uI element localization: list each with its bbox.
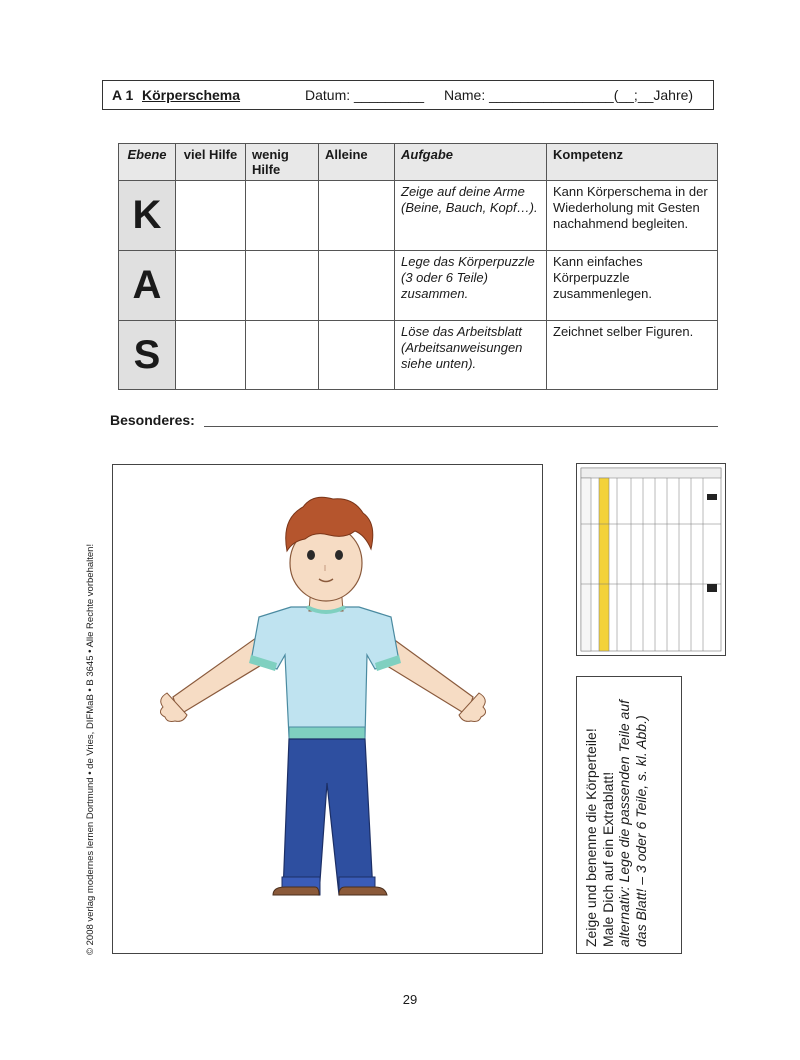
instruction-line: Zeige und benenne die Körperteile! (583, 728, 599, 947)
level-cell: K (119, 181, 176, 251)
task-cell: Lege das Körperpuzzle (3 oder 6 Teile) zusammen. (395, 251, 547, 321)
table-row (119, 321, 718, 390)
table-row (119, 251, 718, 321)
instruction-line: das Blatt! – 3 oder 6 Teile, s. kl. Abb.) (632, 715, 649, 947)
header-kompetenz: Kompetenz (547, 144, 718, 181)
date-field: Datum: _________ (305, 87, 425, 103)
copyright-note: © 2008 verlag modernes lernen Dortmund • de Vries, DIFMaB • B 3645 • Alle Rechte vorbehalten! (85, 543, 96, 955)
competence-cell: Kann Körperschema in der Wiederholung mit Gesten nachahmend begleiten. (547, 181, 718, 251)
besonderes-label: Besonderes: (110, 412, 195, 428)
header-viel-hilfe: viel Hilfe (176, 144, 246, 181)
besonderes-line (204, 426, 718, 427)
alleine-cell (319, 251, 395, 321)
worksheet-code: A 1 (112, 87, 134, 103)
competence-cell: Zeichnet selber Figuren. (547, 321, 718, 390)
alleine-cell (319, 181, 395, 251)
illustration-frame (112, 464, 543, 954)
instruction-line: alternativ: Lege die passenden Teile auf (616, 700, 632, 947)
header-box (102, 80, 714, 110)
worksheet-thumbnail (576, 463, 726, 656)
header-ebene: Ebene (119, 144, 176, 181)
name-field: Name: ________________(__;__Jahre) (444, 87, 694, 103)
worksheet-thumbnail-icon (577, 464, 725, 655)
viel-hilfe-cell (176, 181, 246, 251)
wenig-hilfe-cell (246, 181, 319, 251)
boy-figure-icon (113, 465, 542, 953)
viel-hilfe-cell (176, 251, 246, 321)
alleine-cell (319, 321, 395, 390)
header-aufgabe: Aufgabe (395, 144, 547, 181)
wenig-hilfe-cell (246, 251, 319, 321)
instruction-text (583, 685, 649, 947)
task-cell: Löse das Arbeitsblatt (Arbeitsanweisungen siehe unten). (395, 321, 547, 390)
instruction-box (576, 676, 682, 954)
instruction-line: Male Dich auf ein Extrablatt! (599, 771, 616, 947)
wenig-hilfe-cell (246, 321, 319, 390)
viel-hilfe-cell (176, 321, 246, 390)
task-cell: Zeige auf deine Arme (Beine, Bauch, Kopf…). (395, 181, 547, 251)
level-table (118, 143, 718, 390)
header-alleine: Alleine (319, 144, 395, 181)
level-cell: A (119, 251, 176, 321)
competence-cell: Kann einfaches Körperpuzzle zusammenlegen. (547, 251, 718, 321)
page-number: 29 (402, 992, 418, 1007)
worksheet-title: Körperschema (142, 87, 241, 103)
table-row (119, 181, 718, 251)
header-wenig-hilfe: wenig Hilfe (246, 144, 319, 181)
table-header-row (119, 144, 718, 181)
level-cell: S (119, 321, 176, 390)
